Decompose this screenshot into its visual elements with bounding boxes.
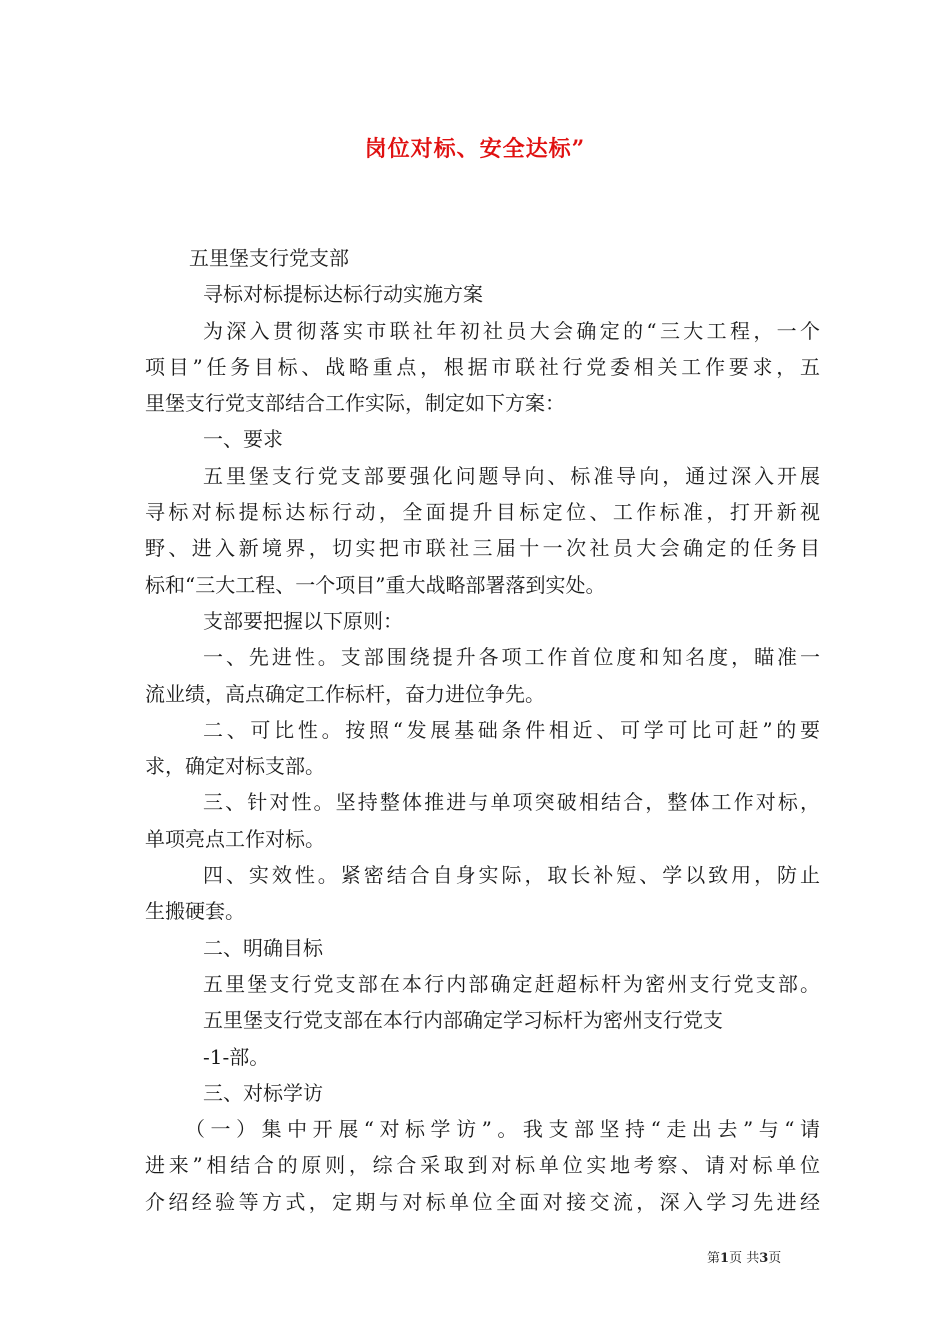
total-page-number: 3 — [759, 1251, 769, 1266]
page-label-suffix: 页 — [768, 1251, 782, 1266]
plan-title-line: 寻标对标提标达标行动实施方案 — [203, 282, 483, 307]
paragraph-line: 流业绩，高点确定工作标杆，奋力进位争先。 — [145, 681, 545, 706]
paragraph-line: 三、针对性。坚持整体推进与单项突破相结合，整体工作对标， — [203, 790, 820, 815]
paragraph-line: 五里堡支行党支部在本行内部确定学习标杆为密州支行党支 — [203, 1008, 723, 1033]
document-body — [145, 240, 820, 1220]
current-page-number: 1 — [720, 1251, 730, 1266]
paragraph-line: 二、可比性。按照“发展基础条件相近、可学可比可赶”的要 — [203, 717, 820, 742]
paragraph-line: 寻标对标提标达标行动，全面提升目标定位、工作标准，打开新视 — [145, 500, 820, 525]
paragraph-line: 求，确定对标支部。 — [145, 754, 325, 779]
paragraph-line: 五里堡支行党支部要强化问题导向、标准导向，通过深入开展 — [203, 463, 820, 488]
paragraph-line: 介绍经验等方式，定期与对标单位全面对接交流，深入学习先进经 — [145, 1189, 820, 1214]
section-heading: 一、要求 — [203, 427, 283, 452]
paragraph-line: 项目”任务目标、战略重点，根据市联社行党委相关工作要求，五 — [145, 354, 820, 379]
page-indicator — [707, 1247, 781, 1266]
paragraph-line: （一）集中开展“对标学访”。我支部坚持“走出去”与“请 — [185, 1117, 820, 1142]
paragraph-line: 生搬硬套。 — [145, 899, 245, 924]
page-label-middle: 页 共 — [729, 1251, 760, 1266]
paragraph-line: 四、实效性。紧密结合自身实际，取长补短、学以致用，防止 — [203, 863, 820, 888]
paragraph-line: -1-部。 — [203, 1044, 270, 1069]
paragraph-line: 进来”相结合的原则，综合采取到对标单位实地考察、请对标单位 — [145, 1153, 820, 1178]
paragraph-line: 里堡支行党支部结合工作实际，制定如下方案： — [145, 391, 565, 416]
page-label-prefix: 第 — [707, 1251, 721, 1266]
paragraph-line: 一、先进性。支部围绕提升各项工作首位度和知名度，瞄准一 — [203, 645, 820, 670]
section-heading: 三、对标学访 — [203, 1080, 323, 1105]
paragraph-line: 五里堡支行党支部在本行内部确定赶超标杆为密州支行党支部。 — [203, 971, 820, 996]
org-name-line: 五里堡支行党支部 — [189, 246, 349, 270]
document-title: 岗位对标、安全达标” — [364, 136, 586, 162]
paragraph-line: 单项亮点工作对标。 — [145, 826, 325, 851]
paragraph-line: 野、进入新境界，切实把市联社三届十一次社员大会确定的任务目 — [145, 536, 820, 561]
paragraph-line: 标和“三大工程、一个项目”重大战略部署落到实处。 — [145, 572, 606, 597]
paragraph-line: 为深入贯彻落实市联社年初社员大会确定的“三大工程，一个 — [203, 318, 820, 343]
paragraph-line: 支部要把握以下原则： — [203, 608, 403, 633]
section-heading: 二、明确目标 — [203, 935, 323, 960]
